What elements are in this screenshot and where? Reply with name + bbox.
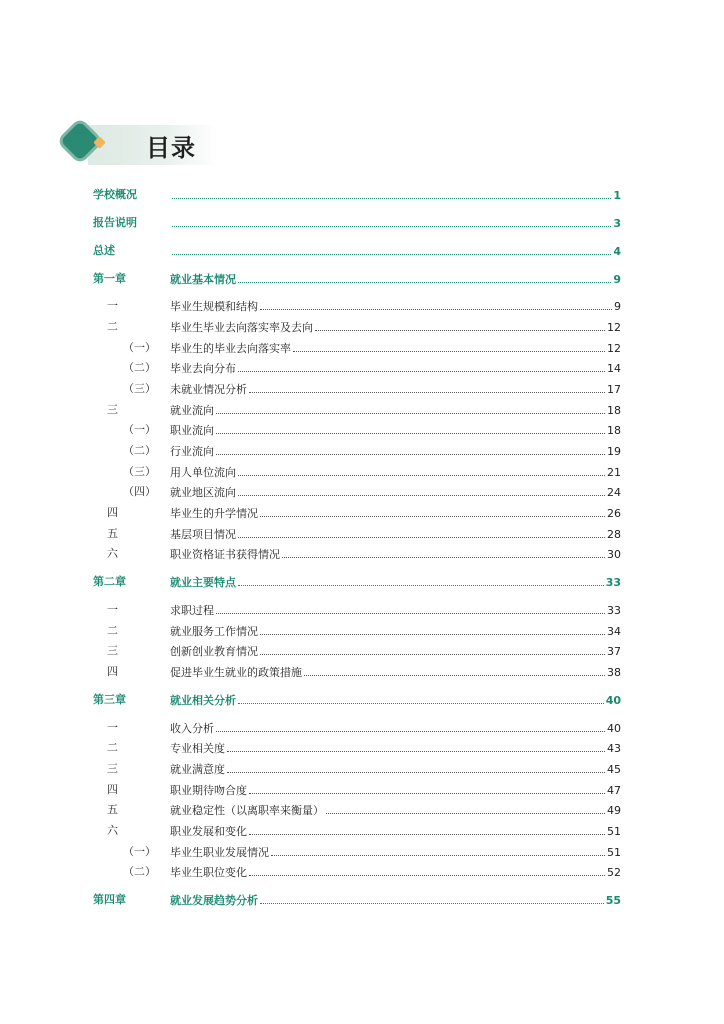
toc-entry[interactable] (0, 574, 724, 590)
toc-entry-title: 毕业生的升学情况 (170, 507, 258, 520)
toc-entry-title: 毕业生毕业去向落实率及去向 (170, 321, 313, 334)
toc-entry[interactable] (0, 602, 724, 618)
toc-entry-title: 职业期待吻合度 (170, 784, 247, 797)
toc-entry-leader (170, 643, 621, 660)
dot-leader (315, 319, 605, 331)
toc-entry[interactable] (0, 484, 724, 500)
toc-entry-leader (170, 402, 621, 419)
dot-leader (260, 298, 612, 310)
toc-entry-title: 就业稳定性（以离职率来衡量） (170, 804, 324, 817)
dot-leader (304, 664, 605, 676)
dot-leader (293, 340, 605, 352)
toc-entry-title: 就业流向 (170, 404, 214, 417)
dot-leader (216, 443, 605, 455)
dot-leader (216, 720, 605, 732)
toc-entry[interactable] (0, 692, 724, 708)
toc-entry-page: 33 (607, 604, 621, 617)
dot-leader (172, 243, 611, 255)
toc-entry-number: 六 (107, 824, 118, 837)
toc-entry-title: 用人单位流向 (170, 466, 236, 479)
toc-entry-number: 报告说明 (93, 216, 137, 229)
toc-entry-page: 30 (607, 548, 621, 561)
toc-entry-leader (170, 802, 621, 819)
toc-entry-leader (170, 844, 621, 861)
toc-entry-number: （二） (123, 865, 156, 878)
toc-entry-title: 职业资格证书获得情况 (170, 548, 280, 561)
toc-entry[interactable] (0, 319, 724, 335)
toc-entry-title: 就业发展趋势分析 (170, 894, 258, 907)
dot-leader (249, 782, 605, 794)
toc-entry[interactable] (0, 844, 724, 860)
toc-entry-leader (170, 443, 621, 460)
toc-header (58, 124, 218, 166)
toc-entry-title: 毕业生职位变化 (170, 866, 247, 879)
toc-entry[interactable] (0, 271, 724, 287)
toc-entry-number: 四 (107, 506, 118, 519)
toc-entry-number: （二） (123, 444, 156, 457)
toc-entry-title: 职业发展和变化 (170, 825, 247, 838)
toc-entry-number: 第二章 (93, 575, 126, 588)
toc-entry-title: 就业主要特点 (170, 576, 236, 589)
toc-entry-page: 12 (607, 321, 621, 334)
dot-leader (227, 761, 605, 773)
toc-entry[interactable] (0, 243, 724, 259)
toc-entry-number: （一） (123, 845, 156, 858)
toc-entry-page: 47 (607, 784, 621, 797)
toc-entry[interactable] (0, 340, 724, 356)
toc-entry-page: 24 (607, 486, 621, 499)
toc-entry-page: 14 (607, 362, 621, 375)
toc-entry-title: 求职过程 (170, 604, 214, 617)
toc-entry-number: （三） (123, 382, 156, 395)
dot-leader (249, 864, 605, 876)
toc-entry-leader (170, 602, 621, 619)
dot-leader (271, 844, 605, 856)
toc-entry-number: 学校概况 (93, 188, 137, 201)
toc-entry-number: 三 (107, 762, 118, 775)
toc-entry[interactable] (0, 464, 724, 480)
toc-entry[interactable] (0, 720, 724, 736)
toc-entry-number: 第三章 (93, 693, 126, 706)
toc-entry-leader (170, 864, 621, 881)
toc-entry-leader (170, 692, 621, 709)
dot-leader (172, 215, 611, 227)
toc-entry-title: 行业流向 (170, 445, 214, 458)
toc-entry-number: 二 (107, 624, 118, 637)
dot-leader (238, 464, 605, 476)
toc-entry-leader (170, 526, 621, 543)
toc-entry-page: 34 (607, 625, 621, 638)
toc-entry-leader (170, 298, 621, 315)
toc-entry-number: 总述 (93, 244, 115, 257)
dot-leader (172, 187, 611, 199)
toc-entry-number: 第四章 (93, 893, 126, 906)
toc-entry[interactable] (0, 546, 724, 562)
dot-leader (238, 360, 605, 372)
toc-entry[interactable] (0, 422, 724, 438)
toc-entry-page: 45 (607, 763, 621, 776)
toc-entry-page: 12 (607, 342, 621, 355)
toc-entry[interactable] (0, 761, 724, 777)
toc-entry[interactable] (0, 643, 724, 659)
toc-entry-leader (170, 319, 621, 336)
dot-leader (260, 505, 605, 517)
toc-entry-number: 一 (107, 299, 118, 312)
toc-entry[interactable] (0, 402, 724, 418)
toc-entry-number: 第一章 (93, 272, 126, 285)
toc-entry-page: 17 (607, 383, 621, 396)
dot-leader (249, 823, 605, 835)
toc-entry-leader (170, 546, 621, 563)
toc-entry-page: 37 (607, 645, 621, 658)
toc-entry-page: 40 (605, 694, 621, 707)
toc-entry-leader (170, 720, 621, 737)
toc-entry-number: 四 (107, 783, 118, 796)
toc-entry-page: 19 (607, 445, 621, 458)
dot-leader (216, 402, 605, 414)
toc-entry-title: 就业地区流向 (170, 486, 236, 499)
toc-entry-number: 六 (107, 547, 118, 560)
toc-entry-number: （一） (123, 423, 156, 436)
toc-entry[interactable] (0, 215, 724, 231)
toc-entry[interactable] (0, 360, 724, 376)
toc-entry-leader (170, 340, 621, 357)
toc-entry[interactable] (0, 381, 724, 397)
dot-leader (238, 574, 604, 586)
toc-entry-title: 收入分析 (170, 722, 214, 735)
dot-leader (216, 602, 605, 614)
dot-leader (238, 271, 611, 283)
toc-entry[interactable] (0, 892, 724, 908)
dot-leader (282, 546, 605, 558)
toc-entry[interactable] (0, 526, 724, 542)
toc-entry[interactable] (0, 187, 724, 203)
toc-entry-title: 职业流向 (170, 424, 214, 437)
toc-entry-page: 18 (607, 424, 621, 437)
toc-entry-number: 二 (107, 741, 118, 754)
toc-entry-page: 55 (605, 894, 621, 907)
toc-entry-leader (170, 892, 621, 909)
toc-entry-leader (170, 422, 621, 439)
toc-entry-leader (170, 823, 621, 840)
toc-entry-number: （三） (123, 465, 156, 478)
toc-entry-leader (170, 782, 621, 799)
toc-entry[interactable] (0, 823, 724, 839)
toc-entry-number: （四） (123, 485, 156, 498)
toc-entry-title: 就业服务工作情况 (170, 625, 258, 638)
toc-entry-page: 3 (613, 217, 621, 230)
dot-leader (260, 892, 604, 904)
toc-entry-number: 三 (107, 644, 118, 657)
toc-entry-page: 1 (613, 189, 621, 202)
toc-entry-page: 51 (607, 846, 621, 859)
toc-entry-leader (170, 187, 621, 204)
toc-entry-page: 49 (607, 804, 621, 817)
dot-leader (238, 526, 605, 538)
toc-entry-leader (170, 740, 621, 757)
page-title: 目录 (146, 134, 196, 162)
toc-entry-page: 40 (607, 722, 621, 735)
toc-entry-leader (170, 574, 621, 591)
toc-entry[interactable] (0, 740, 724, 756)
toc-entry-page: 33 (605, 576, 621, 589)
toc-entry-title: 促进毕业生就业的政策措施 (170, 666, 302, 679)
dot-leader (249, 381, 605, 393)
toc-entry-number: 一 (107, 603, 118, 616)
toc-entry-leader (170, 761, 621, 778)
toc-entry-leader (170, 243, 621, 260)
toc-entry-leader (170, 464, 621, 481)
toc-entry-page: 43 (607, 742, 621, 755)
toc-entry[interactable] (0, 505, 724, 521)
toc-entry[interactable] (0, 664, 724, 680)
toc-entry-number: 三 (107, 403, 118, 416)
dot-leader (238, 484, 605, 496)
dot-leader (227, 740, 605, 752)
toc-entry-title: 毕业去向分布 (170, 362, 236, 375)
dot-leader (216, 422, 605, 434)
toc-entry-page: 51 (607, 825, 621, 838)
toc-entry-page: 18 (607, 404, 621, 417)
toc-entry-title: 基层项目情况 (170, 528, 236, 541)
toc-entry-title: 创新创业教育情况 (170, 645, 258, 658)
toc-entry-page: 26 (607, 507, 621, 520)
toc-entry-page: 4 (613, 245, 621, 258)
toc-entry-page: 9 (613, 273, 621, 286)
toc-entry-page: 9 (614, 300, 621, 313)
toc-entry[interactable] (0, 298, 724, 314)
toc-entry-title: 专业相关度 (170, 742, 225, 755)
toc-entry-leader (170, 664, 621, 681)
toc-entry-title: 就业相关分析 (170, 694, 236, 707)
toc-entry-number: 四 (107, 665, 118, 678)
toc-entry-number: 五 (107, 527, 118, 540)
toc-entry-number: 一 (107, 721, 118, 734)
toc-entry-title: 毕业生规模和结构 (170, 300, 258, 313)
dot-leader (238, 692, 604, 704)
toc-entry-leader (170, 484, 621, 501)
toc-entry-number: （二） (123, 361, 156, 374)
toc-entry[interactable] (0, 802, 724, 818)
toc-entry-title: 毕业生的毕业去向落实率 (170, 342, 291, 355)
toc-entry-leader (170, 271, 621, 288)
dot-leader (260, 643, 605, 655)
dot-leader (260, 623, 605, 635)
toc-entry-page: 38 (607, 666, 621, 679)
toc-entry-leader (170, 360, 621, 377)
toc-entry-number: （一） (123, 341, 156, 354)
toc-entry[interactable] (0, 864, 724, 880)
toc-entry-leader (170, 215, 621, 232)
toc-entry[interactable] (0, 782, 724, 798)
toc-entry-number: 二 (107, 320, 118, 333)
toc-entry-leader (170, 505, 621, 522)
toc-entry-number: 五 (107, 803, 118, 816)
toc-entry-title: 毕业生职业发展情况 (170, 846, 269, 859)
dot-leader (326, 802, 605, 814)
toc-entry-title: 就业基本情况 (170, 273, 236, 286)
toc-entry[interactable] (0, 623, 724, 639)
toc-entry-page: 28 (607, 528, 621, 541)
toc-entry-leader (170, 381, 621, 398)
toc-entry[interactable] (0, 443, 724, 459)
toc-entry-leader (170, 623, 621, 640)
toc-entry-title: 就业满意度 (170, 763, 225, 776)
toc-entry-page: 52 (607, 866, 621, 879)
toc-entry-title: 未就业情况分析 (170, 383, 247, 396)
toc-entry-page: 21 (607, 466, 621, 479)
